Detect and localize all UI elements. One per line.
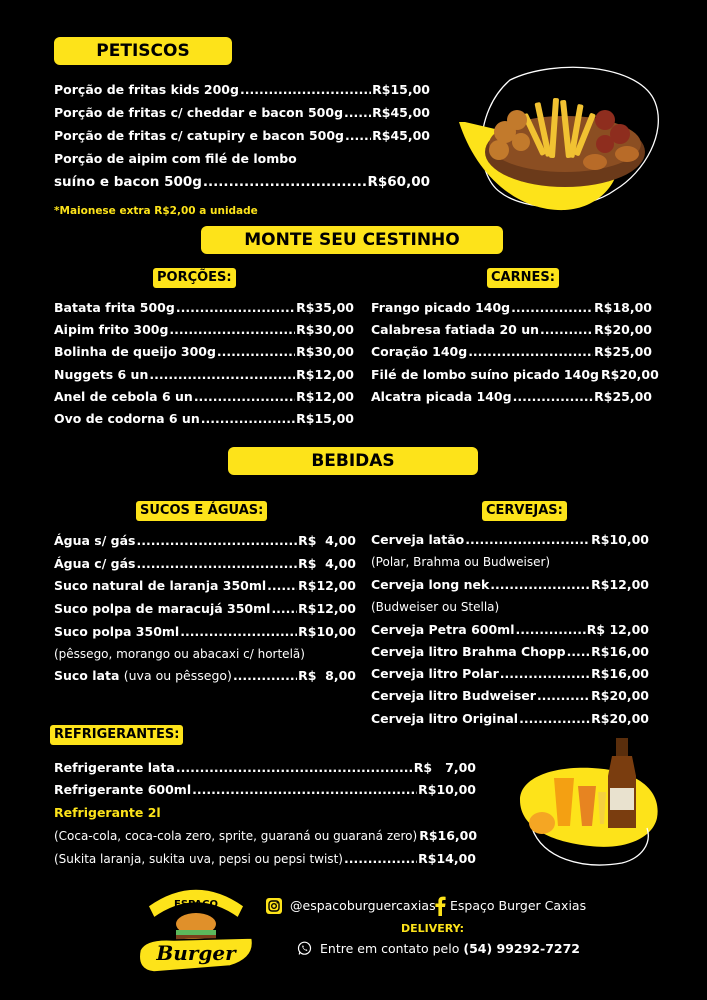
facebook-page[interactable]: Espaço Burger Caxias	[450, 898, 587, 913]
menu-item: Suco lata (uva ou pêssego) ..... R$ 8,00	[54, 668, 356, 684]
menu-item: Suco natural de laranja 350ml ..... R$12,00	[54, 578, 356, 594]
contact-line[interactable]	[320, 941, 580, 957]
menu-item: Refrigerante lata ..... R$ 7,00	[54, 760, 476, 776]
latao-note: (Polar, Brahma ou Budweiser)	[371, 555, 551, 569]
menu-item: Filé de lombo suíno picado 140g R$20,00	[371, 367, 659, 382]
menu-item: Suco polpa de maracujá 350ml ..... R$12,00	[54, 601, 356, 617]
cestinho-header	[201, 226, 503, 254]
bebidas-title: BEBIDAS	[311, 451, 395, 471]
menu-item: Aipim frito 300g ..... R$30,00	[54, 322, 354, 338]
instagram-icon[interactable]	[266, 898, 282, 914]
fries-basket-image	[455, 62, 665, 222]
aipim-line1: Porção de aipim com filé de lombo	[54, 151, 297, 166]
menu-item: Cerveja long nek ..... R$12,00	[371, 577, 649, 593]
petiscos-title: PETISCOS	[96, 41, 190, 61]
menu-item: Bolinha de queijo 300g ..... R$30,00	[54, 344, 354, 360]
porcoes-subheader: PORÇÕES:	[153, 268, 236, 288]
menu-item: Cerveja latão ..... R$10,00	[371, 532, 649, 548]
menu-item: Cerveja litro Budweiser ..... R$20,00	[371, 688, 649, 704]
menu-item: (Coca-cola, coca-cola zero, sprite, guaraná ou guaraná zero) R$16,00	[54, 828, 478, 843]
facebook-icon[interactable]	[434, 896, 446, 916]
menu-item: Coração 140g ..... R$25,00	[371, 344, 652, 360]
menu-item: Ovo de codorna 6 un ..... R$15,00	[54, 411, 354, 427]
menu-item: Refrigerante 600ml ..... R$10,00	[54, 782, 476, 798]
phone-number[interactable]: (54) 99292-7272	[463, 941, 580, 956]
menu-item: Cerveja litro Brahma Chopp ..... R$16,00	[371, 644, 649, 660]
menu-item: Suco polpa 350ml ..... R$10,00	[54, 624, 356, 640]
refri-2l-title: Refrigerante 2l	[54, 805, 161, 820]
mayo-note: *Maionese extra R$2,00 a unidade	[54, 205, 258, 217]
cervejas-subheader: CERVEJAS:	[482, 501, 567, 521]
instagram-handle[interactable]: @espacoburguercaxias	[290, 898, 436, 913]
bebidas-header	[228, 447, 478, 475]
drinks-image	[512, 728, 662, 873]
espaco-burger-logo	[134, 878, 258, 978]
menu-item: Anel de cebola 6 un ..... R$12,00	[54, 389, 354, 405]
menu-item: Cerveja Petra 600ml ..... R$ 12,00	[371, 622, 649, 638]
contact-prefix: Entre em contato pelo	[320, 941, 460, 956]
carnes-subheader: CARNES:	[487, 268, 559, 288]
menu-item: Batata frita 500g ..... R$35,00	[54, 300, 354, 316]
menu-item: suíno e bacon 500g ..... R$60,00	[54, 174, 430, 190]
logo-espaco-text: ESPAÇO	[173, 899, 219, 910]
delivery-label: DELIVERY:	[401, 922, 465, 935]
polpa-note: (pêssego, morango ou abacaxi c/ hortelã)	[54, 647, 305, 661]
petiscos-header	[54, 37, 232, 65]
menu-item: Nuggets 6 un ..... R$12,00	[54, 367, 354, 383]
refrigerantes-subheader: REFRIGERANTES:	[50, 725, 183, 745]
cestinho-title: MONTE SEU CESTINHO	[244, 230, 460, 250]
menu-item: Frango picado 140g ..... R$18,00	[371, 300, 652, 316]
whatsapp-icon[interactable]	[297, 941, 312, 956]
menu-item: Cerveja litro Polar ..... R$16,00	[371, 666, 649, 682]
logo-burger-text: Burger	[156, 941, 236, 965]
menu-item: Porção de fritas c/ cheddar e bacon 500g ..... R$45,00	[54, 105, 430, 121]
menu-item: Água s/ gás ..... R$ 4,00	[54, 533, 356, 549]
sucos-subheader: SUCOS E ÁGUAS:	[136, 501, 267, 521]
menu-item: Água c/ gás ..... R$ 4,00	[54, 556, 356, 572]
menu-item: Calabresa fatiada 20 un ..... R$20,00	[371, 322, 652, 338]
longnek-note: (Budweiser ou Stella)	[371, 600, 500, 614]
menu-item: Porção de fritas c/ catupiry e bacon 500g ..... R$45,00	[54, 128, 430, 144]
menu-item: Alcatra picada 140g ..... R$25,00	[371, 389, 652, 405]
menu-item: Porção de fritas kids 200g ..... R$15,00	[54, 82, 430, 98]
menu-item: (Sukita laranja, sukita uva, pepsi ou pepsi twist) ..... R$14,00	[54, 851, 476, 867]
menu-item: Cerveja litro Original ..... R$20,00	[371, 711, 649, 727]
